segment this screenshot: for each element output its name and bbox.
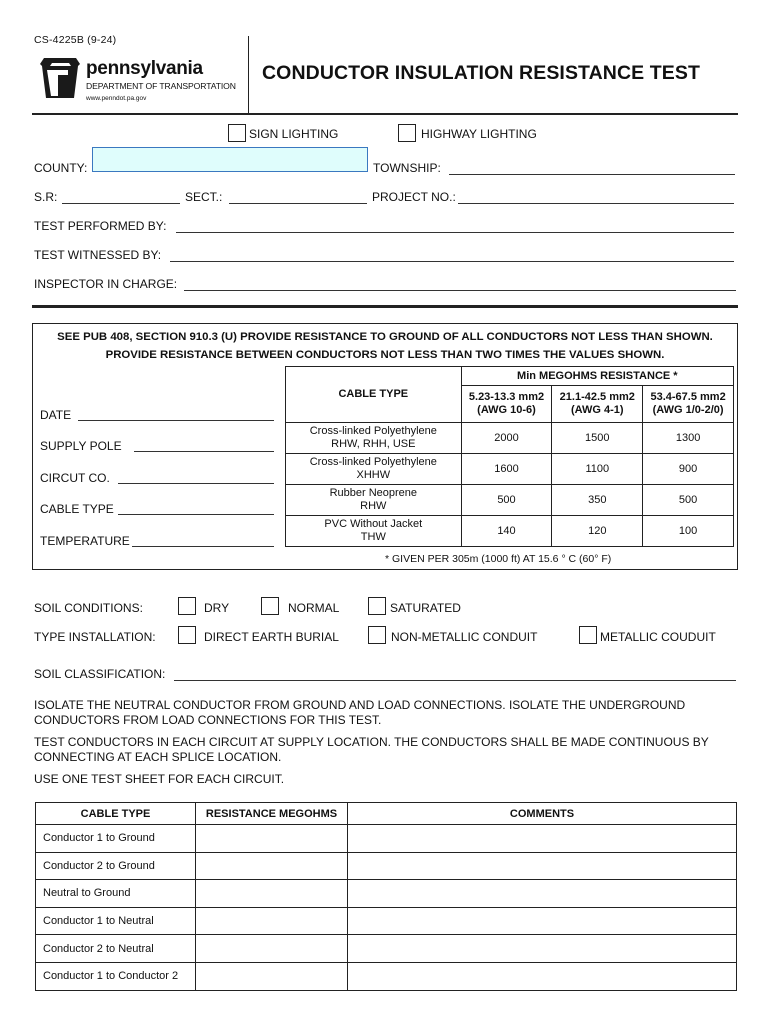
temperature-field[interactable] (132, 546, 274, 547)
inspector-in-charge-label: INSPECTOR IN CHARGE: (34, 277, 178, 291)
sign-lighting-label: SIGN LIGHTING (249, 127, 339, 141)
cable-type-cell: Cross-linked Polyethylene XHHW (286, 454, 462, 485)
row-label: Conductor 1 to Ground (36, 825, 196, 853)
size-header: 21.1-42.5 mm2 (AWG 4-1) (552, 386, 643, 423)
sr-label: S.R: (34, 190, 58, 204)
row-label: Conductor 1 to Neutral (36, 907, 196, 935)
circut-co-field[interactable] (118, 483, 274, 484)
instruction-test-conductors: TEST CONDUCTORS IN EACH CIRCUIT AT SUPPLY LOCATION. THE CONDUCTORS SHALL BE MADE CONTINUOUS BY CONNECTING AT EACH SPLICE LOCATION. (34, 735, 709, 764)
resistance-input[interactable] (196, 907, 348, 935)
resistance-input[interactable] (196, 880, 348, 908)
metallic-conduit-checkbox[interactable] (579, 626, 597, 647)
cable-type-cell: PVC Without Jacket THW (286, 516, 462, 547)
department-name: DEPARTMENT OF TRANSPORTATION (86, 81, 236, 91)
value-cell: 1300 (643, 423, 734, 454)
cable-type-header: CABLE TYPE (286, 367, 462, 423)
table-row (36, 962, 737, 990)
row-label: Conductor 2 to Ground (36, 852, 196, 880)
min-resistance-table (285, 366, 734, 547)
sect-field[interactable] (229, 203, 367, 204)
normal-label: NORMAL (288, 601, 340, 615)
circut-co-label: CIRCUT CO. (40, 471, 110, 485)
county-label: COUNTY: (34, 161, 88, 175)
value-cell: 900 (643, 454, 734, 485)
sr-field[interactable] (62, 203, 180, 204)
page-title: CONDUCTOR INSULATION RESISTANCE TEST (262, 62, 701, 84)
results-table (35, 802, 737, 991)
soil-classification-field[interactable] (174, 680, 736, 681)
direct-earth-burial-checkbox[interactable] (178, 626, 196, 647)
keystone-icon (38, 56, 82, 100)
type-installation-label: TYPE INSTALLATION: (34, 630, 156, 644)
comments-input[interactable] (348, 962, 737, 990)
cable-type-cell: Rubber Neoprene RHW (286, 485, 462, 516)
highway-lighting-label: HIGHWAY LIGHTING (421, 127, 537, 141)
header-rule (32, 113, 738, 115)
table-row (286, 423, 734, 454)
row-label: Conductor 1 to Conductor 2 (36, 962, 196, 990)
size-header: 53.4-67.5 mm2 (AWG 1/0-2/0) (643, 386, 734, 423)
table-row (286, 516, 734, 547)
date-field[interactable] (78, 420, 274, 421)
size-header: 5.23-13.3 mm2 (AWG 10-6) (461, 386, 552, 423)
cable-type-column-header: CABLE TYPE (36, 803, 196, 825)
temperature-label: TEMPERATURE (40, 534, 130, 548)
non-metallic-conduit-label: NON-METALLIC CONDUIT (391, 630, 538, 644)
value-cell: 500 (643, 485, 734, 516)
brand-name: pennsylvania (86, 58, 203, 79)
value-cell: 140 (461, 516, 552, 547)
value-cell: 350 (552, 485, 643, 516)
sign-lighting-checkbox[interactable] (228, 124, 246, 145)
comments-input[interactable] (348, 852, 737, 880)
dry-label: DRY (204, 601, 230, 615)
resistance-note-line1: SEE PUB 408, SECTION 910.3 (U) PROVIDE RESISTANCE TO GROUND OF ALL CONDUCTORS NOT LESS THAN SHOWN. (57, 331, 713, 343)
table-row (36, 935, 737, 963)
non-metallic-conduit-checkbox[interactable] (368, 626, 386, 647)
value-cell: 2000 (461, 423, 552, 454)
row-label: Conductor 2 to Neutral (36, 935, 196, 963)
value-cell: 1100 (552, 454, 643, 485)
table-row (36, 880, 737, 908)
section-rule (32, 305, 738, 308)
soil-conditions-label: SOIL CONDITIONS: (34, 601, 143, 615)
value-cell: 1500 (552, 423, 643, 454)
instruction-isolate: ISOLATE THE NEUTRAL CONDUCTOR FROM GROUND AND LOAD CONNECTIONS. ISOLATE THE UNDERGROUND CONDUCTORS FROM LOAD CONNECTIONS FOR THIS TEST. (34, 698, 686, 727)
resistance-footnote: * GIVEN PER 305m (1000 ft) AT 15.6 ° C (60° F) (385, 553, 612, 565)
supply-pole-field[interactable] (134, 451, 274, 452)
normal-checkbox[interactable] (261, 597, 279, 618)
table-row (36, 825, 737, 853)
comments-input[interactable] (348, 825, 737, 853)
resistance-input[interactable] (196, 962, 348, 990)
cable-type-cell: Cross-linked Polyethylene RHW, RHH, USE (286, 423, 462, 454)
comments-input[interactable] (348, 880, 737, 908)
value-cell: 120 (552, 516, 643, 547)
saturated-checkbox[interactable] (368, 597, 386, 618)
saturated-label: SATURATED (390, 601, 461, 615)
comments-column-header: COMMENTS (348, 803, 737, 825)
row-label: Neutral to Ground (36, 880, 196, 908)
website: www.penndot.pa.gov (86, 95, 147, 102)
supply-pole-label: SUPPLY POLE (40, 439, 122, 453)
table-row (36, 907, 737, 935)
soil-classification-label: SOIL CLASSIFICATION: (34, 667, 166, 681)
test-witnessed-by-field[interactable] (170, 261, 734, 262)
township-label: TOWNSHIP: (373, 161, 441, 175)
comments-input[interactable] (348, 935, 737, 963)
dry-checkbox[interactable] (178, 597, 196, 618)
penndot-logo (38, 56, 238, 108)
inspector-in-charge-field[interactable] (184, 290, 736, 291)
resistance-input[interactable] (196, 825, 348, 853)
direct-earth-burial-label: DIRECT EARTH BURIAL (204, 630, 339, 644)
date-label: DATE (40, 408, 72, 422)
test-performed-by-label: TEST PERFORMED BY: (34, 219, 167, 233)
value-cell: 100 (643, 516, 734, 547)
form-code: CS-4225B (9-24) (34, 34, 117, 46)
comments-input[interactable] (348, 907, 737, 935)
test-witnessed-by-label: TEST WITNESSED BY: (34, 248, 162, 262)
resistance-input[interactable] (196, 852, 348, 880)
value-cell: 500 (461, 485, 552, 516)
cable-type-label: CABLE TYPE (40, 502, 114, 516)
instruction-one-sheet: USE ONE TEST SHEET FOR EACH CIRCUIT. (34, 772, 285, 786)
county-field[interactable] (92, 147, 368, 172)
table-row (286, 454, 734, 485)
project-no-field[interactable] (458, 203, 734, 204)
resistance-note-line2: PROVIDE RESISTANCE BETWEEN CONDUCTORS NOT LESS THAN TWO TIMES THE VALUES SHOWN. (105, 349, 665, 361)
highway-lighting-checkbox[interactable] (398, 124, 416, 145)
township-field[interactable] (449, 174, 735, 175)
sect-label: SECT.: (185, 190, 223, 204)
table-row (286, 485, 734, 516)
header-divider (248, 36, 249, 114)
resistance-column-header: RESISTANCE MEGOHMS (196, 803, 348, 825)
metallic-conduit-label: METALLIC COUDUIT (600, 630, 716, 644)
value-cell: 1600 (461, 454, 552, 485)
project-no-label: PROJECT NO.: (372, 190, 456, 204)
cable-type-field[interactable] (118, 514, 274, 515)
resistance-input[interactable] (196, 935, 348, 963)
table-row (36, 852, 737, 880)
test-performed-by-field[interactable] (176, 232, 734, 233)
min-megohms-header: Min MEGOHMS RESISTANCE * (461, 367, 733, 386)
